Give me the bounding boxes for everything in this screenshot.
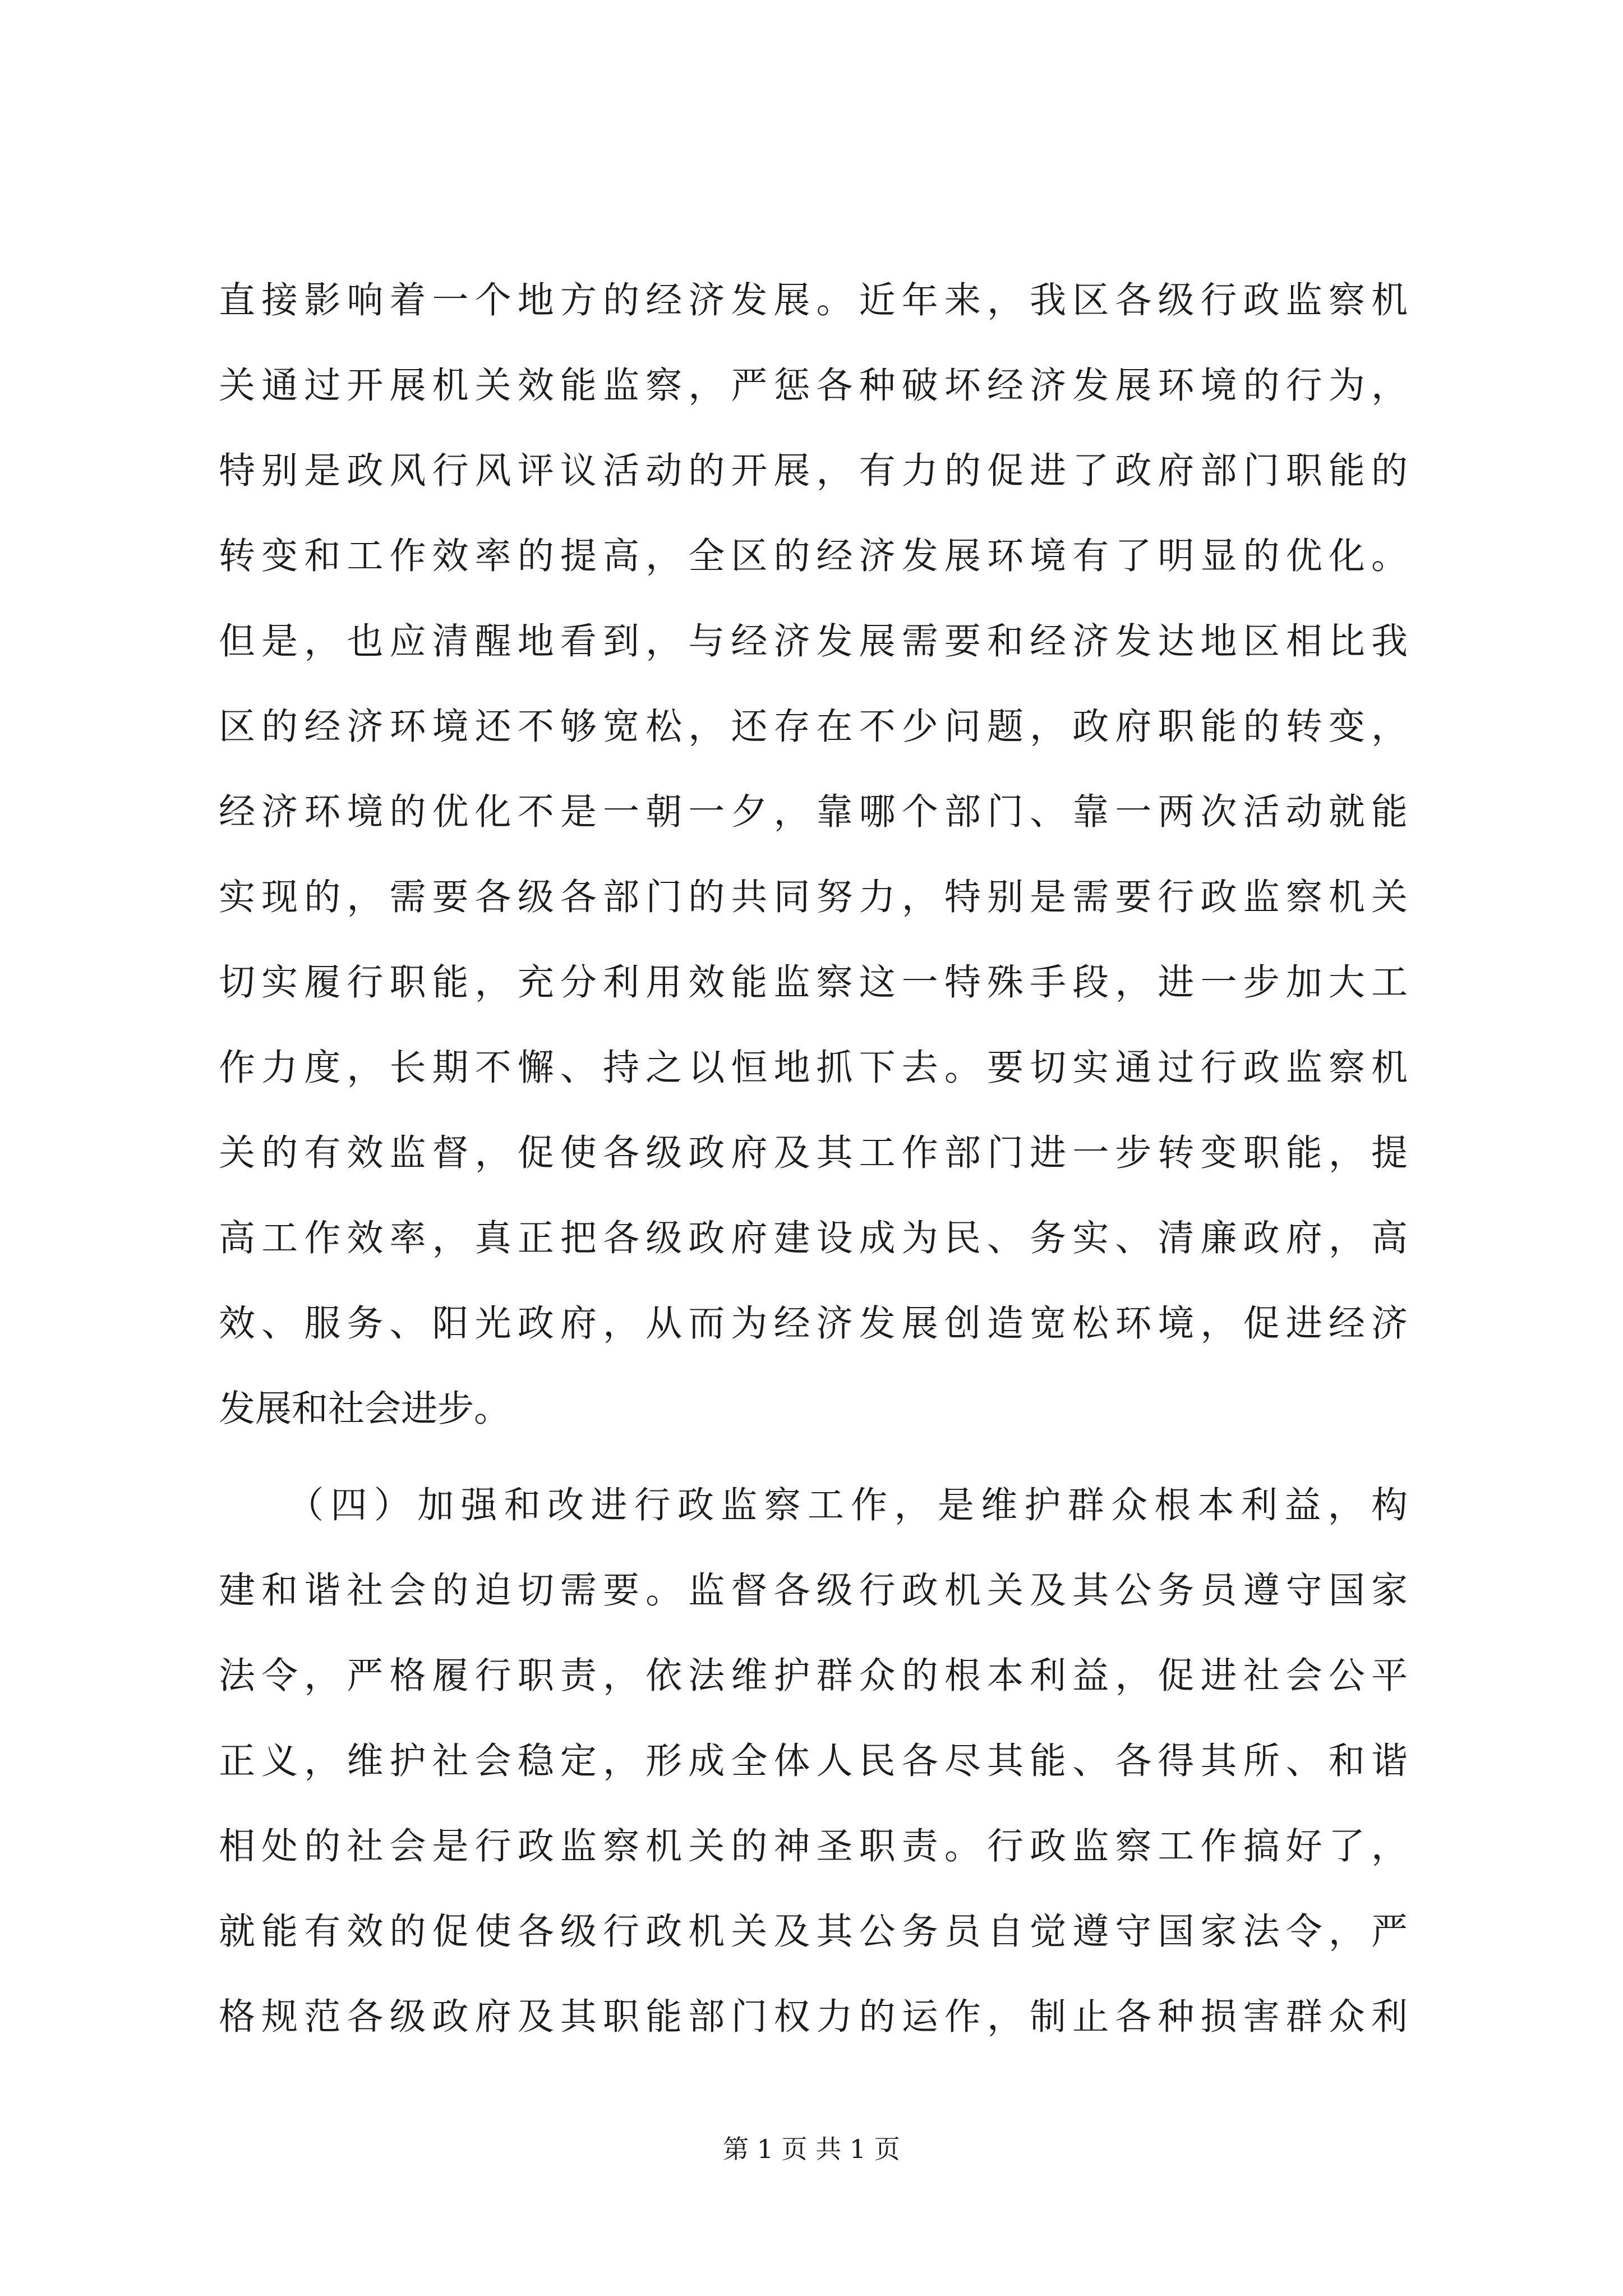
text-line: 区的经济环境还不够宽松，还存在不少问题，政府职能的转变，	[219, 706, 1408, 748]
text-line: （四）加强和改进行政监察工作，是维护群众根本利益，构	[219, 1484, 1408, 1526]
paragraph-spacer	[219, 1452, 1408, 1463]
text-line: 作力度，长期不懈、持之以恒地抓下去。要切实通过行政监察机	[219, 1047, 1408, 1089]
paragraph-2	[219, 1463, 1408, 2060]
paragraph-1	[219, 258, 1408, 1452]
text-line: 格规范各级政府及其职能部门权力的运作，制止各种损害群众利	[219, 1996, 1408, 2038]
text-line: 正义，维护社会稳定，形成全体人民各尽其能、各得其所、和谐	[219, 1740, 1408, 1782]
text-line: 就能有效的促使各级行政机关及其公务员自觉遵守国家法令，严	[219, 1911, 1408, 1953]
text-line: 法令，严格履行职责，依法维护群众的根本利益，促进社会公平	[219, 1655, 1408, 1697]
text-line: 关的有效监督，促使各级政府及其工作部门进一步转变职能，提	[219, 1132, 1408, 1174]
text-line: 经济环境的优化不是一朝一夕，靠哪个部门、靠一两次活动就能	[219, 791, 1408, 833]
text-line: 建和谐社会的迫切需要。监督各级行政机关及其公务员遵守国家	[219, 1570, 1408, 1612]
text-line: 直接影响着一个地方的经济发展。近年来，我区各级行政监察机	[219, 279, 1408, 321]
text-line: 转变和工作效率的提高，全区的经济发展环境有了明显的优化。	[219, 535, 1408, 577]
text-line: 相处的社会是行政监察机关的神圣职责。行政监察工作搞好了，	[219, 1825, 1408, 1867]
text-line: 特别是政风行风评议活动的开展，有力的促进了政府部门职能的	[219, 450, 1408, 492]
text-line: 效、服务、阳光政府，从而为经济发展创造宽松环境，促进经济	[219, 1303, 1408, 1345]
text-line: 切实履行职能，充分利用效能监察这一特殊手段，进一步加大工	[219, 961, 1408, 1004]
page-footer	[0, 2129, 1623, 2166]
text-line: 发展和社会进步。	[219, 1388, 511, 1430]
text-line: 高工作效率，真正把各级政府建设成为民、务实、清廉政府，高	[219, 1217, 1408, 1259]
page-number-label: 第 1 页 共 1 页	[723, 2134, 900, 2164]
text-line: 但是，也应清醒地看到，与经济发展需要和经济发达地区相比我	[219, 620, 1408, 662]
document-body	[219, 258, 1408, 2060]
text-line: 实现的，需要各级各部门的共同努力，特别是需要行政监察机关	[219, 876, 1408, 918]
text-line: 关通过开展机关效能监察，严惩各种破坏经济发展环境的行为，	[219, 365, 1408, 407]
